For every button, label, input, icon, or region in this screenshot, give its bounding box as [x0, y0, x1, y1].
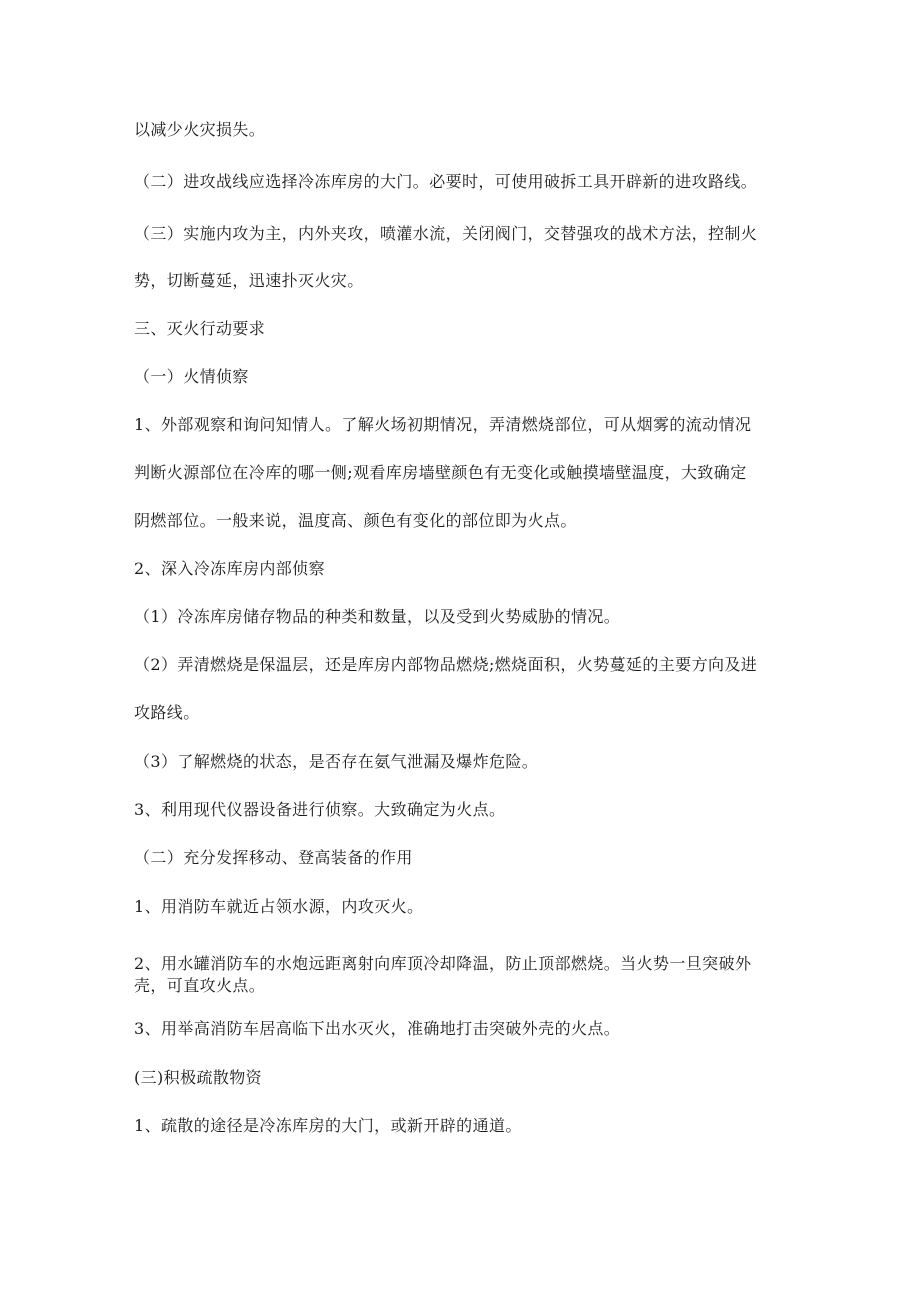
- text-line: （2）弄清燃烧是保温层，还是库房内部物品燃烧;燃烧面积，火势蔓延的主要方向及进: [134, 655, 758, 674]
- text-line: 判断火源部位在冷库的哪一侧;观看库房墙壁颜色有无变化或触摸墙壁温度，大致确定: [134, 463, 747, 482]
- text-line: （1）冷冻库房储存物品的种类和数量，以及受到火势威胁的情况。: [134, 607, 621, 626]
- text-line: 3、利用现代仪器设备进行侦察。大致确定为火点。: [134, 800, 506, 819]
- text-line: （二）进攻战线应选择冷冻库房的大门。必要时，可使用破拆工具开辟新的进攻路线。: [134, 172, 758, 191]
- text-line: （3）了解燃烧的状态，是否存在氨气泄漏及爆炸危险。: [134, 752, 539, 771]
- text-line: 2、用水罐消防车的水炮远距离射向库顶冷却降温，防止顶部燃烧。当火势一旦突破外: [134, 954, 752, 973]
- subsection-heading: （一）火情侦察: [134, 367, 249, 386]
- text-line: 3、用举高消防车居高临下出水灭火，准确地打击突破外壳的火点。: [134, 1019, 621, 1038]
- text-line: 1、疏散的途径是冷冻库房的大门，或新开辟的通道。: [134, 1116, 522, 1135]
- subsection-heading: (三)积极疏散物资: [134, 1068, 263, 1087]
- subsection-heading: （二）充分发挥移动、登高装备的作用: [134, 848, 413, 867]
- section-heading: 三、灭火行动要求: [134, 319, 266, 338]
- text-line: （三）实施内攻为主，内外夹攻，喷灌水流，关闭阀门，交替强攻的战术方法，控制火: [134, 224, 758, 243]
- text-line: 1、用消防车就近占领水源，内攻灭火。: [134, 897, 424, 916]
- text-line: 势，切断蔓延，迅速扑灭火灾。: [134, 271, 364, 290]
- text-line: 以减少火灾损失。: [134, 120, 266, 139]
- text-line: 攻路线。: [134, 703, 200, 722]
- text-line: 1、外部观察和询问知情人。了解火场初期情况，弄清燃烧部位，可从烟雾的流动情况: [134, 415, 752, 434]
- text-line: 阴燃部位。一般来说，温度高、颜色有变化的部位即为火点。: [134, 511, 577, 530]
- text-line: 壳，可直攻火点。: [134, 976, 266, 995]
- text-line: 2、深入冷冻库房内部侦察: [134, 559, 325, 578]
